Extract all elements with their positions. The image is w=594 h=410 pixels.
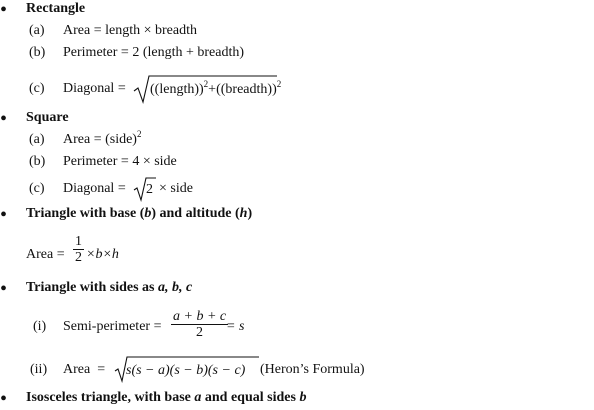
square-perimeter-formula: Perimeter = 4 × side (63, 154, 177, 169)
radicand-two: 2 (146, 182, 153, 197)
item-label: (c) (29, 181, 45, 196)
heron-area-prefix: Area = (63, 362, 106, 377)
bullet-icon: • (0, 0, 8, 21)
item-label: (b) (29, 45, 46, 60)
plus-sign: + (208, 82, 217, 97)
rect-area-formula: Area = length × breadth (63, 23, 197, 38)
triangle-area-prefix: Area = (26, 247, 65, 262)
triangle-area-suffix: ×b×h (86, 247, 119, 262)
heading-rectangle: Rectangle (26, 1, 86, 16)
item-label: (a) (29, 23, 45, 38)
item-label: (i) (33, 319, 47, 334)
term-length: (length) (154, 82, 199, 97)
heading-square: Square (26, 110, 69, 125)
bullet-icon: • (0, 278, 8, 300)
heading-isosceles-triangle: Isosceles triangle, with base a and equal sides b (26, 390, 307, 405)
heading-triangle-base-altitude: Triangle with base (b) and altitude (h) (26, 206, 253, 221)
exponent: 2 (276, 79, 282, 89)
rect-diagonal-prefix: Diagonal = (63, 81, 126, 96)
item-label: (ii) (30, 362, 48, 377)
square-diagonal-suffix: × side (159, 181, 193, 196)
rect-diagonal-radicand: ((length))$^2$+((breadth))$^2$ (150, 79, 282, 97)
square-area-formula: Area = (side)$^2$ (63, 129, 142, 147)
item-label: (c) (29, 81, 45, 96)
term-breadth: (breadth) (220, 82, 273, 97)
bullet-icon: • (0, 108, 8, 130)
rect-perimeter-formula: Perimeter = 2 (length + breadth) (63, 45, 245, 60)
heron-formula-note: (Heron’s Formula) (260, 362, 365, 377)
bullet-icon: • (0, 204, 8, 226)
item-label: (b) (29, 154, 46, 169)
square-root-sign (133, 176, 157, 202)
semi-perimeter-prefix: Semi-perimeter = (63, 319, 162, 334)
fraction-semi-perimeter: $\frac{a + b + c}{2}$ (173, 309, 227, 340)
item-label: (a) (29, 132, 45, 147)
heading-triangle-sides: Triangle with sides as a, b, c (26, 280, 193, 295)
fraction-one-half: $\frac{1}{2}$ (75, 234, 82, 265)
square-diagonal-prefix: Diagonal = (63, 181, 126, 196)
exponent: 2 (203, 79, 209, 89)
bullet-icon: • (0, 388, 8, 410)
exponent: 2 (136, 129, 142, 139)
heron-radicand: s(s − a)(s − b)(s − c) (126, 363, 246, 378)
semi-perimeter-suffix: = s (226, 319, 245, 334)
